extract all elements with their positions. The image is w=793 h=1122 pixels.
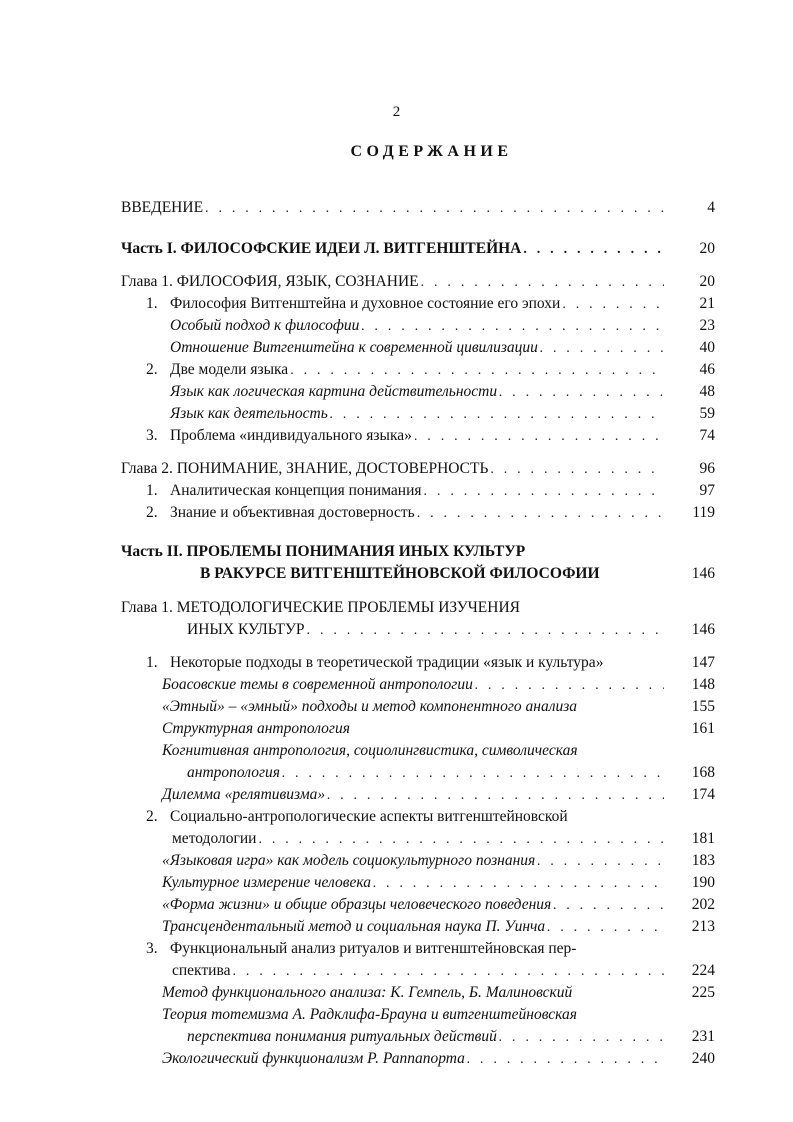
toc-entry-p2-s1e — [0, 784, 793, 806]
toc-label: ИНЫХ КУЛЬТУР — [187, 619, 307, 641]
toc-num: 2. — [146, 504, 158, 521]
toc-label: перспектива понимания ритуальных действий — [187, 1026, 499, 1048]
toc-page: 225 — [691, 984, 715, 1001]
toc-page: 23 — [699, 317, 715, 334]
toc-entry-p1-ch1 — [0, 271, 793, 293]
toc-label: Когнитивная антропология, социолингвистика, символическая — [162, 742, 578, 759]
toc-label: Функциональный анализ ритуалов и витгенштейновская пер- — [170, 940, 577, 957]
toc-page: 168 — [691, 764, 715, 781]
toc-label: Две модели языка — [170, 359, 290, 381]
toc-label: методологии — [172, 828, 258, 850]
toc-label: «Языковая игра» как модель социокультурного познания — [162, 850, 537, 872]
toc-label: Часть I. ФИЛОСОФСКИЕ ИДЕИ Л. ВИТГЕНШТЕЙНА — [121, 238, 523, 260]
toc-entry-p2-s3b-line1 — [0, 1004, 793, 1026]
toc-label: Философия Витгенштейна и духовное состояние его эпохи — [170, 293, 562, 315]
toc-page: 96 — [699, 460, 715, 477]
toc-page: 161 — [691, 720, 715, 737]
toc-num: 3. — [146, 940, 158, 957]
toc-entry-p1-ch2 — [0, 458, 793, 480]
toc-label: спектива — [172, 960, 232, 982]
toc-entry-p2-s2-line2 — [0, 828, 793, 850]
toc-label: Теория тотемизма А. Радклифа-Брауна и витгенштейновская — [162, 1006, 577, 1023]
toc-label: ВВЕДЕНИЕ — [121, 197, 205, 219]
toc-label: Часть II. ПРОБЛЕМЫ ПОНИМАНИЯ ИНЫХ КУЛЬТУР — [121, 543, 526, 560]
toc-page: 155 — [691, 698, 715, 715]
page-title: СОДЕРЖАНИЕ — [350, 143, 513, 160]
toc-entry-p2-s1d-line2 — [0, 762, 793, 784]
toc-label: Некоторые подходы в теоретической традиции «язык и культура» — [170, 654, 604, 671]
toc-entry-p2-s1b — [0, 696, 793, 718]
toc-num: 3. — [146, 427, 158, 444]
toc-label: Глава 1. МЕТОДОЛОГИЧЕСКИЕ ПРОБЛЕМЫ ИЗУЧЕНИЯ — [121, 599, 521, 616]
toc-page: 224 — [691, 962, 715, 979]
toc-entry-p1-ch1-s2a — [0, 381, 793, 403]
toc-page: 59 — [699, 405, 715, 422]
toc-page: 231 — [691, 1028, 715, 1045]
toc-page: 174 — [691, 786, 715, 803]
toc-num: 1. — [146, 482, 158, 499]
toc-label: Метод функционального анализа: К. Гемпель, Б. Малиновский — [162, 984, 573, 1001]
toc-page: 20 — [699, 273, 715, 290]
toc-entry-p1-ch1-s1b — [0, 337, 793, 359]
toc-entry-p2-s1a — [0, 674, 793, 696]
toc-entry-p2-s3-line1 — [0, 938, 793, 960]
toc-entry-p2-s1 — [0, 652, 793, 674]
toc-entry-part1 — [0, 238, 793, 260]
toc-label: Структурная антропология — [162, 720, 350, 737]
toc-page: 20 — [699, 240, 715, 257]
toc-entry-p2-s2-line1 — [0, 806, 793, 828]
toc-label: Боасовские темы в современной антропологии — [162, 674, 475, 696]
toc-entry-p2-s3c — [0, 1048, 793, 1070]
toc-label: Особый подход к философии — [170, 315, 361, 337]
toc-label: Экологический функционализм Р. Раппапорта — [162, 1048, 467, 1070]
toc-label: Знание и объективная достоверность — [170, 502, 417, 524]
toc-page: 21 — [699, 295, 715, 312]
toc-label: Язык как логическая картина действительности — [170, 381, 499, 403]
toc-entry-p2-s2c — [0, 894, 793, 916]
toc-page: 148 — [691, 676, 715, 693]
toc-entry-p1-ch1-s2b — [0, 403, 793, 425]
toc-num: 2. — [146, 808, 158, 825]
toc-num: 1. — [146, 654, 158, 671]
toc-label: Дилемма «релятивизма» — [162, 784, 327, 806]
toc-num: 2. — [146, 361, 158, 378]
toc-page: 181 — [691, 830, 715, 847]
toc-label: антропология — [187, 762, 282, 784]
toc-page: 119 — [692, 504, 715, 521]
toc-page: 190 — [691, 874, 715, 891]
toc-page: 213 — [691, 918, 715, 935]
toc-entry-intro — [0, 197, 793, 219]
toc-num: 1. — [146, 295, 158, 312]
toc-label: Язык как деятельность — [170, 403, 330, 425]
toc-page: 74 — [699, 427, 715, 444]
toc-entry-part2-line2 — [0, 563, 793, 585]
toc-label: Глава 1. ФИЛОСОФИЯ, ЯЗЫК, СОЗНАНИЕ — [121, 271, 421, 293]
toc-page: 40 — [699, 339, 715, 356]
toc-label: «Этный» – «эмный» подходы и метод компонентного анализа — [162, 698, 578, 715]
toc-entry-p1-ch1-s3 — [0, 425, 793, 447]
toc-entry-p1-ch1-s1a — [0, 315, 793, 337]
toc-label: Аналитическая концепция понимания — [170, 480, 424, 502]
toc-page: 146 — [691, 621, 715, 638]
toc-entry-p1-ch2-s1 — [0, 480, 793, 502]
toc-label: «Форма жизни» и общие образцы человеческого поведения — [162, 894, 553, 916]
toc-entry-p1-ch1-s2 — [0, 359, 793, 381]
toc-label: В РАКУРСЕ ВИТГЕНШТЕЙНОВСКОЙ ФИЛОСОФИИ — [200, 565, 600, 582]
toc-page: 147 — [691, 654, 715, 671]
toc-entry-part2-line1 — [0, 541, 793, 563]
toc-entry-p2-s2d — [0, 916, 793, 938]
toc-entry-p2-s2b — [0, 872, 793, 894]
toc-entry-p2-s2a — [0, 850, 793, 872]
toc-page: 46 — [699, 361, 715, 378]
toc-label: Культурное измерение человека — [162, 872, 373, 894]
toc-label: Социально-антропологические аспекты витгенштейновской — [170, 808, 568, 825]
toc-page: 202 — [691, 896, 715, 913]
toc-page: 183 — [691, 852, 715, 869]
toc-entry-p2-s3b-line2 — [0, 1026, 793, 1048]
toc-entry-p1-ch2-s2 — [0, 502, 793, 524]
toc-entry-p2-s1d-line1 — [0, 740, 793, 762]
toc-entry-p2-ch1-line1 — [0, 597, 793, 619]
toc-entry-p2-ch1-line2 — [0, 619, 793, 641]
toc-entry-p2-s3a — [0, 982, 793, 1004]
toc-entry-p2-s1c — [0, 718, 793, 740]
toc-page: 48 — [699, 383, 715, 400]
toc-entry-p1-ch1-s1 — [0, 293, 793, 315]
toc-page: 146 — [691, 565, 715, 582]
toc-label: Отношение Витгенштейна к современной цивилизации — [170, 337, 540, 359]
toc-label: Глава 2. ПОНИМАНИЕ, ЗНАНИЕ, ДОСТОВЕРНОСТЬ — [121, 458, 490, 480]
toc-page: 97 — [699, 482, 715, 499]
toc-label: Проблема «индивидуального языка» — [170, 425, 414, 447]
toc-page: 4 — [707, 199, 715, 216]
page-number: 2 — [392, 104, 401, 120]
toc-entry-p2-s3-line2 — [0, 960, 793, 982]
toc-label: Трансцендентальный метод и социальная наука П. Уинча — [162, 916, 547, 938]
toc-page: 240 — [691, 1050, 715, 1067]
